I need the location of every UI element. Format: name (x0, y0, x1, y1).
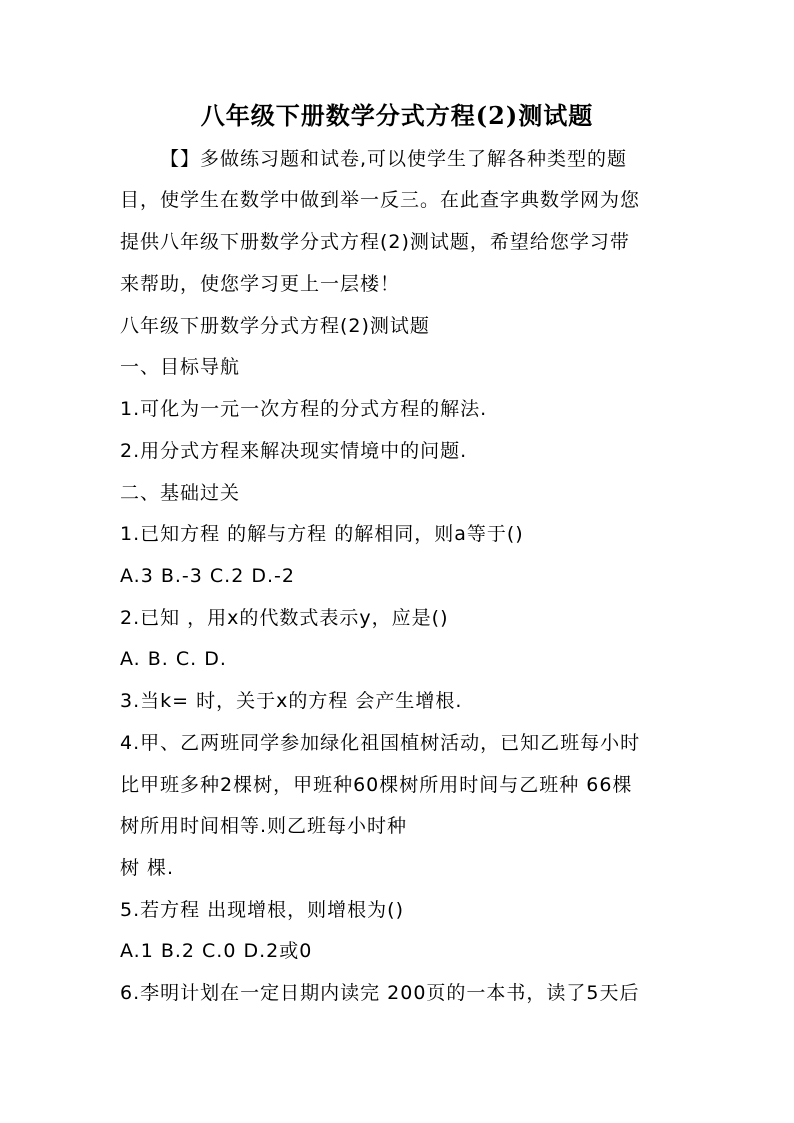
section-heading-basics: 二、基础过关 (120, 482, 241, 504)
question-1-options: A.3 B.-3 C.2 D.-2 (120, 565, 295, 587)
intro-line-3: 提供八年级下册数学分式方程(2)测试题，希望给您学习带 (120, 231, 630, 253)
question-4-line-1: 4.甲、乙两班同学参加绿化祖国植树活动，已知乙班每小时 (120, 732, 641, 754)
section-heading-goals: 一、目标导航 (120, 356, 241, 378)
question-4-line-2: 比甲班多种2棵树，甲班种60棵树所用时间与乙班种 66棵 (120, 774, 633, 796)
intro-line-2: 目，使学生在数学中做到举一反三。在此查字典数学网为您 (120, 189, 641, 211)
question-4-line-4: 树 棵. (120, 857, 175, 879)
document-title: 八年级下册数学分式方程(2)测试题 (200, 101, 594, 130)
question-5-options: A.1 B.2 C.0 D.2或0 (120, 940, 313, 962)
goal-item-1: 1.可化为一元一次方程的分式方程的解法. (120, 398, 488, 420)
question-2: 2.已知 ，用x的代数式表示y，应是() (120, 607, 449, 629)
question-4-line-3: 树所用时间相等.则乙班每小时种 (120, 815, 408, 837)
question-3: 3.当k= 时，关于x的方程 会产生增根. (120, 690, 463, 712)
question-1: 1.已知方程 的解与方程 的解相同，则a等于() (120, 523, 524, 545)
question-2-options: A. B. C. D. (120, 648, 227, 670)
question-5: 5.若方程 出现增根，则增根为() (120, 899, 404, 921)
question-6: 6.李明计划在一定日期内读完 200页的一本书，读了5天后 (120, 982, 640, 1004)
goal-item-2: 2.用分式方程来解决现实情境中的问题. (120, 440, 468, 462)
subtitle: 八年级下册数学分式方程(2)测试题 (120, 315, 430, 337)
intro-line-1: 【】多做练习题和试卷,可以使学生了解各种类型的题 (160, 148, 628, 170)
intro-line-4: 来帮助，使您学习更上一层楼！ (120, 273, 401, 295)
